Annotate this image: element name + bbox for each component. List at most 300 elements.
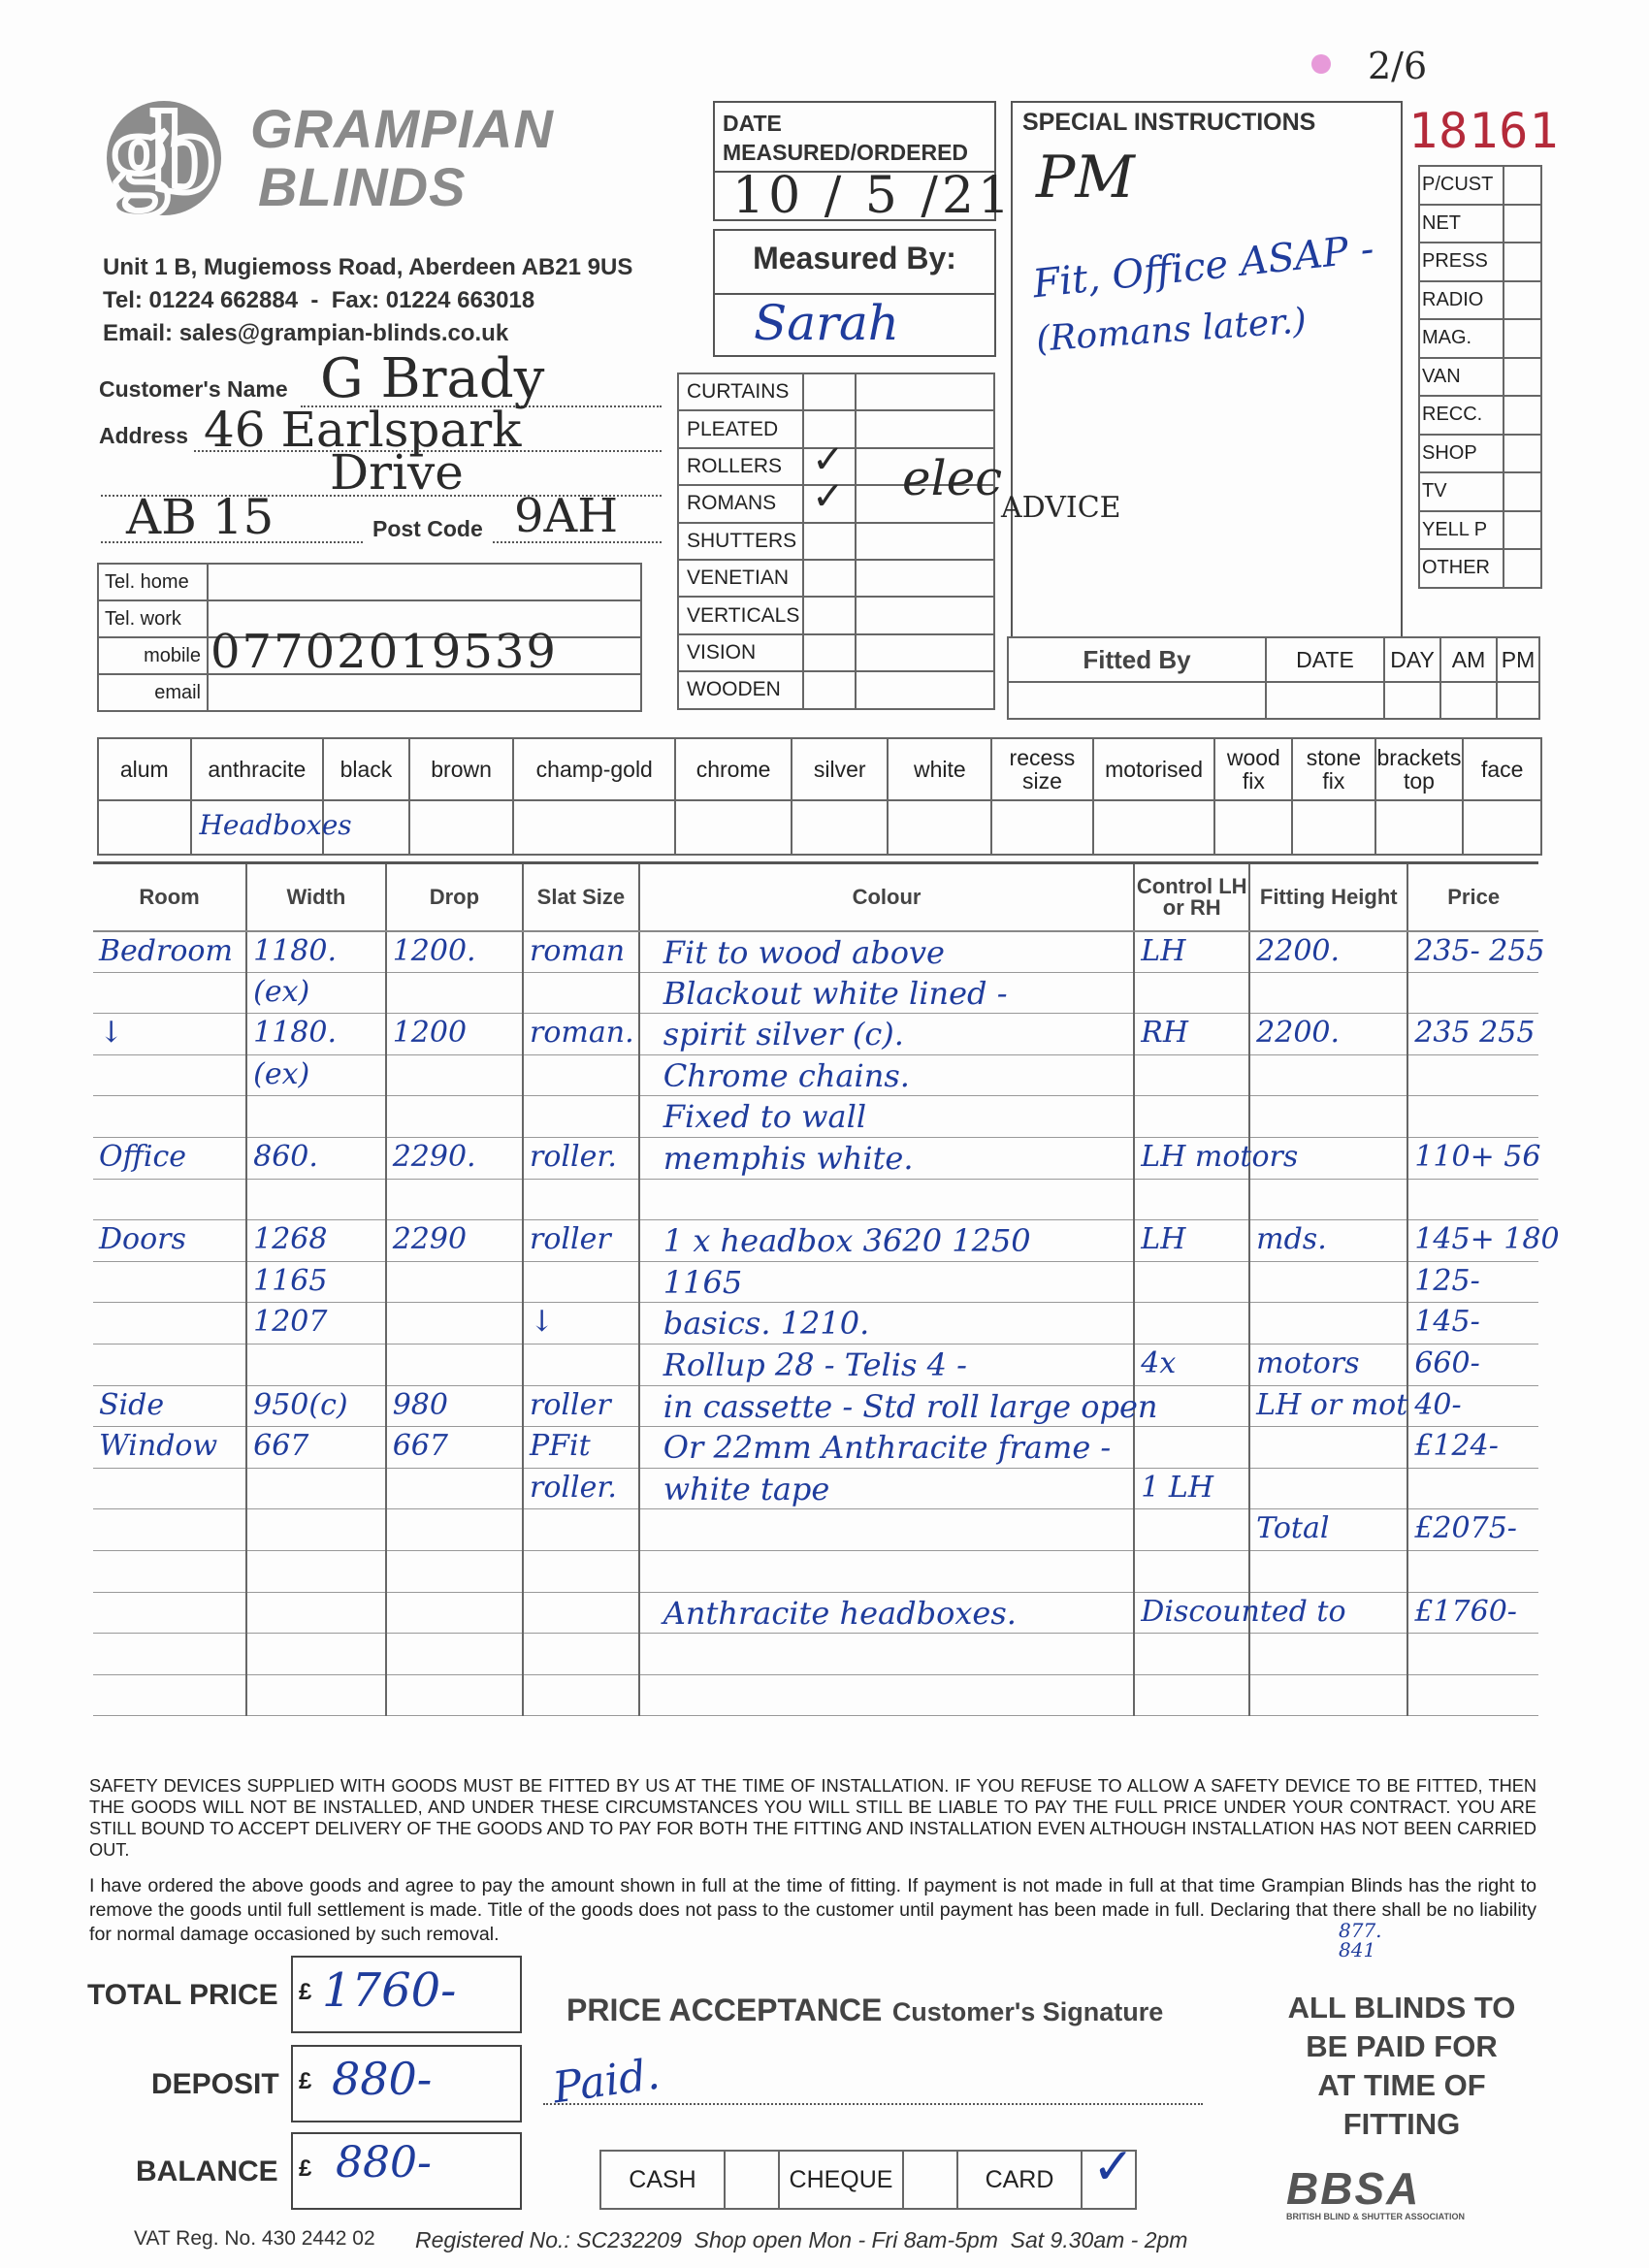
fitted-by-label: Fitted By (1008, 637, 1266, 682)
source-label: RADIO (1419, 281, 1504, 320)
finish-col-label: white (888, 738, 991, 800)
cell-slat (523, 1303, 639, 1345)
email-label: email (98, 674, 208, 711)
special-instructions-label: SPECIAL INSTRUCTIONS (1022, 109, 1316, 136)
cell-width (246, 1137, 386, 1179)
finish-col-value[interactable] (98, 800, 191, 855)
special-instructions-line2: Fit, Office ASAP - (1030, 226, 1376, 308)
cell-control (1134, 931, 1249, 973)
cell-colour (639, 1385, 1158, 1427)
blind-type-checkbox[interactable] (803, 523, 856, 560)
price-acceptance-subtitle: Customer's Signature (891, 1997, 1164, 2026)
cell-price (1407, 1261, 1538, 1303)
source-checkbox[interactable] (1504, 396, 1541, 435)
cell-price-text: 145- (1414, 1305, 1480, 1340)
finish-col-value[interactable] (1463, 800, 1541, 855)
finish-col-value[interactable] (191, 800, 352, 855)
finishes-box (97, 737, 1542, 856)
cell-colour (639, 1054, 1135, 1096)
table-row (93, 1344, 1538, 1385)
cell-room (93, 1054, 246, 1096)
finish-col-value[interactable] (888, 800, 991, 855)
cell-colour-text: spirit silver (c). (663, 1016, 904, 1053)
cell-control (1134, 1220, 1249, 1262)
cell-width (246, 1220, 386, 1262)
cell-drop (386, 1179, 523, 1220)
phone-box (97, 563, 642, 712)
cell-control (1134, 1261, 1249, 1303)
postcode-label: Post Code (372, 516, 483, 541)
column-header: Slat Size (523, 863, 639, 931)
special-instructions-line3: (Romans later.) (1034, 301, 1309, 360)
cell-price (1407, 1427, 1538, 1469)
customer-name-label: Customer's Name (99, 376, 288, 402)
cell-room (93, 1179, 246, 1220)
cell-price (1407, 1344, 1538, 1385)
notice-line-2: BE PAID FOR (1306, 2029, 1498, 2063)
blind-type-label: VENETIAN (678, 560, 803, 597)
notice-line-1: ALL BLINDS TO (1287, 1991, 1516, 2025)
cell-slat (523, 1592, 639, 1634)
logo-letters: gb (111, 87, 199, 216)
cell-price (1407, 1220, 1560, 1262)
cell-width (246, 1550, 386, 1592)
cell-drop (386, 931, 523, 973)
cell-slat-text: ↓ (530, 1305, 555, 1340)
measured-by-value: Sarah (754, 295, 899, 351)
company-tel-fax: Tel: 01224 662884 - Fax: 01224 663018 (103, 287, 535, 313)
source-checkbox[interactable] (1504, 243, 1541, 281)
cell-control (1134, 1509, 1249, 1551)
cell-width-text: (ex) (253, 974, 310, 1009)
cell-colour (639, 1137, 1135, 1179)
signature-value: Paid. (549, 2049, 663, 2114)
card-label: CARD (957, 2151, 1082, 2209)
cell-price (1407, 1303, 1538, 1345)
special-instructions-line1: PM (1036, 144, 1135, 211)
cell-slat-text: roller (530, 1387, 611, 1422)
cell-control (1134, 1096, 1249, 1138)
phone-grid (97, 563, 642, 712)
cell-colour-text: memphis white. (663, 1139, 914, 1177)
cell-drop (386, 1634, 523, 1675)
source-label: NET (1419, 205, 1504, 243)
total-price-box (291, 1956, 522, 2033)
source-label: P/CUST (1419, 166, 1504, 205)
bbsa-sub: BRITISH BLIND & SHUTTER ASSOCIATION (1286, 2212, 1465, 2221)
blind-type-checkbox[interactable] (803, 597, 856, 633)
source-checkbox[interactable] (1504, 281, 1541, 320)
cell-slat (523, 1634, 639, 1675)
source-label: MAG. (1419, 319, 1504, 358)
cell-width-text: 667 (253, 1429, 309, 1464)
order-table-box (93, 861, 1560, 1716)
cell-room-text: Window (99, 1429, 218, 1464)
address-line2-value: Drive (330, 444, 464, 501)
payment-notice (1242, 1989, 1562, 2144)
cheque-label: CHEQUE (779, 2151, 903, 2209)
cell-width-text: 1207 (253, 1305, 328, 1340)
cell-price (1407, 1179, 1538, 1220)
cell-height (1249, 1137, 1407, 1179)
cell-slat (523, 972, 639, 1014)
blind-type-label: PLEATED (678, 410, 803, 447)
cell-control (1134, 1468, 1249, 1509)
registered-info: Registered No.: SC232209 Shop open Mon - Fri 8am-5pm Sat 9.30am - 2pm (415, 2227, 1188, 2252)
finish-col-value[interactable] (991, 800, 1092, 855)
cell-height (1249, 931, 1407, 973)
table-row (93, 1137, 1538, 1179)
table-row (93, 1634, 1538, 1675)
payment-method-grid (599, 2138, 1137, 2210)
cell-height-text: 2200. (1256, 1016, 1341, 1051)
cell-width (246, 1674, 386, 1716)
cell-room (93, 1014, 246, 1055)
cell-control-text: 1 LH (1141, 1470, 1214, 1505)
cell-room (93, 1592, 246, 1634)
finish-col-value[interactable] (409, 800, 514, 855)
blind-type-label: VISION (678, 634, 803, 671)
finish-col-label: face (1463, 738, 1541, 800)
cell-colour-text: 1 x headbox 3620 1250 (663, 1222, 1031, 1260)
cell-slat-text: roman (530, 933, 626, 968)
cell-drop (386, 972, 523, 1014)
table-row (93, 1220, 1538, 1262)
blind-type-extra (856, 634, 994, 671)
cell-colour-text: 1165 (663, 1263, 743, 1301)
cell-price (1407, 1385, 1538, 1427)
terms-margin-note: 877. 841 (1339, 1919, 1382, 1961)
cell-drop (386, 1427, 523, 1469)
cell-slat (523, 1344, 639, 1385)
total-price-label: TOTAL PRICE (87, 1979, 278, 2011)
payment-method-box (599, 2138, 1137, 2210)
cell-drop (386, 1054, 523, 1096)
blind-type-checkbox[interactable] (803, 373, 856, 410)
cell-width (246, 1592, 386, 1634)
finish-col-value[interactable] (1093, 800, 1215, 855)
table-row (93, 1674, 1538, 1716)
cell-width-text: 1180. (253, 933, 338, 968)
cell-height (1249, 1592, 1407, 1634)
sources-grid (1418, 165, 1542, 589)
cell-price (1407, 1468, 1538, 1509)
fitted-day-label: DAY (1384, 637, 1440, 682)
cell-price-text: 125- (1414, 1263, 1480, 1298)
cell-slat (523, 1509, 639, 1551)
cell-price (1407, 1096, 1538, 1138)
pink-dot (1311, 54, 1331, 74)
cell-height (1249, 1179, 1407, 1220)
cell-width (246, 1634, 386, 1675)
cell-colour (639, 1634, 1135, 1675)
source-checkbox[interactable] (1504, 319, 1541, 358)
notice-line-3: AT TIME OF (1317, 2068, 1486, 2102)
advice-note: ADVICE (1001, 491, 1121, 525)
cell-width (246, 1179, 386, 1220)
source-checkbox[interactable] (1504, 549, 1541, 588)
balance-box (291, 2132, 522, 2210)
cell-slat (523, 1468, 639, 1509)
table-row (93, 1179, 1538, 1220)
order-number: 18161 (1408, 103, 1560, 159)
source-checkbox[interactable] (1504, 472, 1541, 511)
cell-room (93, 1509, 246, 1551)
table-row (93, 1509, 1538, 1551)
date-value: 10 / 5 /21 (732, 167, 1015, 225)
fitted-by-value (1008, 682, 1266, 719)
cell-room-text: ↓ (99, 1016, 124, 1051)
cell-control (1134, 1014, 1249, 1055)
blind-type-label: SHUTTERS (678, 523, 803, 560)
cell-colour (639, 1261, 1135, 1303)
address-line1-value: 46 Earlspark (204, 402, 522, 458)
cell-width-text: (ex) (253, 1056, 310, 1091)
cell-colour-text: Anthracite headboxes. (663, 1594, 1017, 1632)
finish-col-label: motorised (1093, 738, 1215, 800)
source-checkbox[interactable] (1504, 166, 1541, 205)
check-mark: ✓ (812, 474, 845, 520)
cell-control (1134, 1054, 1249, 1096)
finish-col-label: alum (98, 738, 191, 800)
cell-colour-text: white tape (663, 1470, 830, 1507)
deposit-label: DEPOSIT (151, 2068, 279, 2100)
anthracite-note: Headboxes (199, 809, 352, 841)
cell-height (1249, 1220, 1407, 1262)
source-label: VAN (1419, 358, 1504, 397)
blind-type-extra (856, 597, 994, 633)
table-row (93, 1550, 1538, 1592)
cell-control (1134, 1550, 1249, 1592)
cell-room-text: Side (99, 1387, 165, 1422)
cell-slat (523, 1550, 639, 1592)
mobile-label: mobile (98, 637, 208, 674)
balance-currency: £ (299, 2155, 312, 2182)
cell-height-text: motors (1256, 1345, 1360, 1380)
cell-control (1134, 1634, 1249, 1675)
measured-by-label: Measured By: (753, 241, 956, 275)
balance-label: BALANCE (136, 2155, 278, 2187)
finish-col-label: recess size (991, 738, 1092, 800)
address-label: Address (99, 423, 189, 448)
cell-slat-text: roller. (530, 1470, 617, 1505)
card-box[interactable] (1082, 2138, 1136, 2209)
cell-room (93, 931, 246, 973)
cell-colour (639, 1344, 1135, 1385)
cell-price (1407, 1634, 1538, 1675)
cell-price (1407, 1054, 1538, 1096)
table-row (93, 1096, 1538, 1138)
fitted-by-box (1007, 636, 1540, 720)
cell-height (1249, 1344, 1407, 1385)
cell-height (1249, 1634, 1407, 1675)
cell-drop (386, 1261, 523, 1303)
cell-colour (639, 1468, 1135, 1509)
source-label: PRESS (1419, 243, 1504, 281)
cell-room (93, 1220, 246, 1262)
safety-terms: SAFETY DEVICES SUPPLIED WITH GOODS MUST BE FITTED BY US AT THE TIME OF INSTALLATION. IF YOU REFUSE TO ALLOW A SAFETY DEVICE TO BE FITTED, THEN THE GOODS WILL NOT BE INSTALLED, AND UNDER THESE CIRCUMSTANCES YOU WILL STILL BE LIABLE TO PAY THE FULL PRICE UNDER YOUR CONTRACT. YOU ARE STILL BOUND TO ACCEPT DELIVERY OF THE GOODS AND TO PAY FOR BOTH THE FITTING AND INSTALLATION EVEN ALTHOUGH INSTALLATION HAS NOT BEEN CARRIED OUT. (89, 1776, 1536, 1860)
column-header: Room (93, 863, 246, 931)
cell-control (1134, 1137, 1299, 1179)
blind-types-grid (677, 373, 995, 710)
date-label: DATE MEASURED/ORDERED (723, 111, 969, 165)
cell-price (1407, 972, 1538, 1014)
cell-control (1134, 1592, 1346, 1634)
cell-slat (523, 1261, 639, 1303)
cell-colour-text: in cassette - Std roll large open (663, 1387, 1158, 1425)
cell-control-text: LH (1141, 1222, 1186, 1257)
blind-type-label: WOODEN (678, 671, 803, 708)
cell-height (1249, 972, 1407, 1014)
column-header: Colour (639, 863, 1135, 931)
cell-price-text: £2075- (1414, 1511, 1517, 1546)
cell-height (1249, 1550, 1407, 1592)
fitted-date-label: DATE (1266, 637, 1384, 682)
vat-number: VAT Reg. No. 430 2442 02 (134, 2227, 375, 2250)
cell-width (246, 1261, 386, 1303)
total-currency: £ (299, 1979, 312, 2005)
mobile-number: 07702019539 (210, 625, 558, 679)
price-acceptance-heading (566, 1993, 1163, 2028)
customer-name: G Brady (320, 347, 545, 410)
blind-type-extra (856, 671, 994, 708)
cell-width-text: 1268 (253, 1222, 328, 1257)
cell-colour-text: Or 22mm Anthracite frame - (663, 1429, 1112, 1467)
table-row (93, 931, 1538, 973)
cell-drop (386, 1385, 523, 1427)
price-acceptance-title: PRICE ACCEPTANCE (566, 1993, 883, 2027)
cell-colour (639, 1303, 1135, 1345)
cell-price (1407, 1550, 1538, 1592)
cell-drop (386, 1220, 523, 1262)
cell-room (93, 1303, 246, 1345)
check-mark: ✓ (812, 437, 845, 482)
table-row (93, 1014, 1538, 1055)
source-checkbox[interactable] (1504, 435, 1541, 473)
cell-width-text: 950(c) (253, 1387, 348, 1422)
cell-control (1134, 1344, 1249, 1385)
source-checkbox[interactable] (1504, 358, 1541, 397)
cell-room-text: Office (99, 1139, 186, 1174)
cell-colour-text: Blackout white lined - (663, 974, 1008, 1012)
cell-drop (386, 1674, 523, 1716)
source-label: RECC. (1419, 396, 1504, 435)
finish-col-value[interactable] (1214, 800, 1292, 855)
cell-room-text: Bedroom (99, 933, 233, 968)
cell-width (246, 1468, 386, 1509)
mobile-value (208, 625, 641, 679)
cell-height (1249, 1261, 1407, 1303)
table-row (93, 1261, 1538, 1303)
finish-col-value[interactable] (792, 800, 889, 855)
cell-drop-text: 2290. (392, 1139, 476, 1174)
cell-colour (639, 1096, 1135, 1138)
cell-colour (639, 931, 1135, 973)
finish-col-value[interactable] (1292, 800, 1374, 855)
blind-type-checkbox[interactable] (803, 634, 856, 671)
cell-control (1134, 972, 1249, 1014)
table-row (93, 1303, 1538, 1345)
cell-slat (523, 1385, 639, 1427)
cell-colour-text: Rollup 28 - Telis 4 - (663, 1345, 967, 1383)
table-row (93, 1427, 1538, 1469)
cell-slat (523, 931, 639, 973)
fitted-am-label: AM (1440, 637, 1497, 682)
source-label: TV (1419, 472, 1504, 511)
cell-control-text: 4x (1141, 1345, 1177, 1380)
deposit-currency: £ (299, 2068, 312, 2094)
blind-type-label: VERTICALS (678, 597, 803, 633)
table-row (93, 972, 1538, 1014)
blind-type-checkbox[interactable] (803, 671, 856, 708)
blind-types-box (677, 373, 995, 710)
cell-width (246, 1303, 386, 1345)
cell-slat-text: roller. (530, 1139, 617, 1174)
order-table (93, 861, 1560, 1716)
cell-slat-text: PFit (530, 1429, 591, 1464)
cheque-box[interactable] (903, 2151, 957, 2209)
cell-room (93, 1137, 246, 1179)
cell-colour-text: Fit to wood above (663, 933, 945, 971)
source-label: SHOP (1419, 435, 1504, 473)
source-checkbox[interactable] (1504, 205, 1541, 243)
cell-height (1249, 1385, 1407, 1427)
blind-type-checkbox[interactable] (803, 474, 856, 522)
notice-line-4: FITTING (1342, 2107, 1461, 2141)
cell-drop (386, 1468, 523, 1509)
cell-drop-text: 1200 (392, 1016, 468, 1051)
agreement-terms: I have ordered the above goods and agree to pay the amount shown in full at the time of fitting. If payment is not made in full at that time Grampian Blinds has the right to remove the goods until full settlement is made. Title of the goods does not pass to the customer until payment has been made in full. Declaring that there shall be no liability for normal damage occasioned by such removal. (89, 1875, 1536, 1945)
cell-width-text: 1165 (253, 1263, 328, 1298)
cell-room (93, 1634, 246, 1675)
email-value (208, 674, 641, 711)
finish-col-value[interactable] (323, 800, 409, 855)
cell-slat (523, 1179, 639, 1220)
finish-col-value[interactable] (513, 800, 675, 855)
cell-slat-text: roman. (530, 1016, 634, 1051)
finish-col-value[interactable] (675, 800, 792, 855)
cell-colour (639, 1592, 1135, 1634)
cell-slat (523, 1220, 639, 1262)
company-name-line2: BLINDS (258, 156, 467, 217)
finish-col-label: anthracite (191, 738, 324, 800)
cash-box[interactable] (725, 2151, 779, 2209)
cell-width (246, 1014, 386, 1055)
card-tick: ✓ (1092, 2138, 1135, 2196)
deposit-value: 880- (332, 2053, 433, 2105)
cell-drop (386, 1509, 523, 1551)
cell-price (1407, 1014, 1538, 1055)
cell-room (93, 1096, 246, 1138)
cell-slat (523, 1427, 639, 1469)
deposit-box (291, 2045, 522, 2122)
cell-width-text: 860. (253, 1139, 318, 1174)
table-row (93, 1468, 1538, 1509)
finish-col-label: silver (792, 738, 889, 800)
measured-by-box (713, 229, 996, 357)
column-header: Drop (386, 863, 523, 931)
cell-price-text: 235 255 (1414, 1016, 1536, 1051)
finish-col-value[interactable] (1375, 800, 1464, 855)
finish-col-label: stone fix (1292, 738, 1374, 800)
finish-col-label: chrome (675, 738, 792, 800)
cell-control (1134, 1179, 1249, 1220)
blind-type-checkbox[interactable] (803, 560, 856, 597)
source-checkbox[interactable] (1504, 511, 1541, 550)
blind-type-extra (856, 373, 994, 410)
cell-price (1407, 1674, 1538, 1716)
cell-drop-text: 2290 (392, 1222, 468, 1257)
